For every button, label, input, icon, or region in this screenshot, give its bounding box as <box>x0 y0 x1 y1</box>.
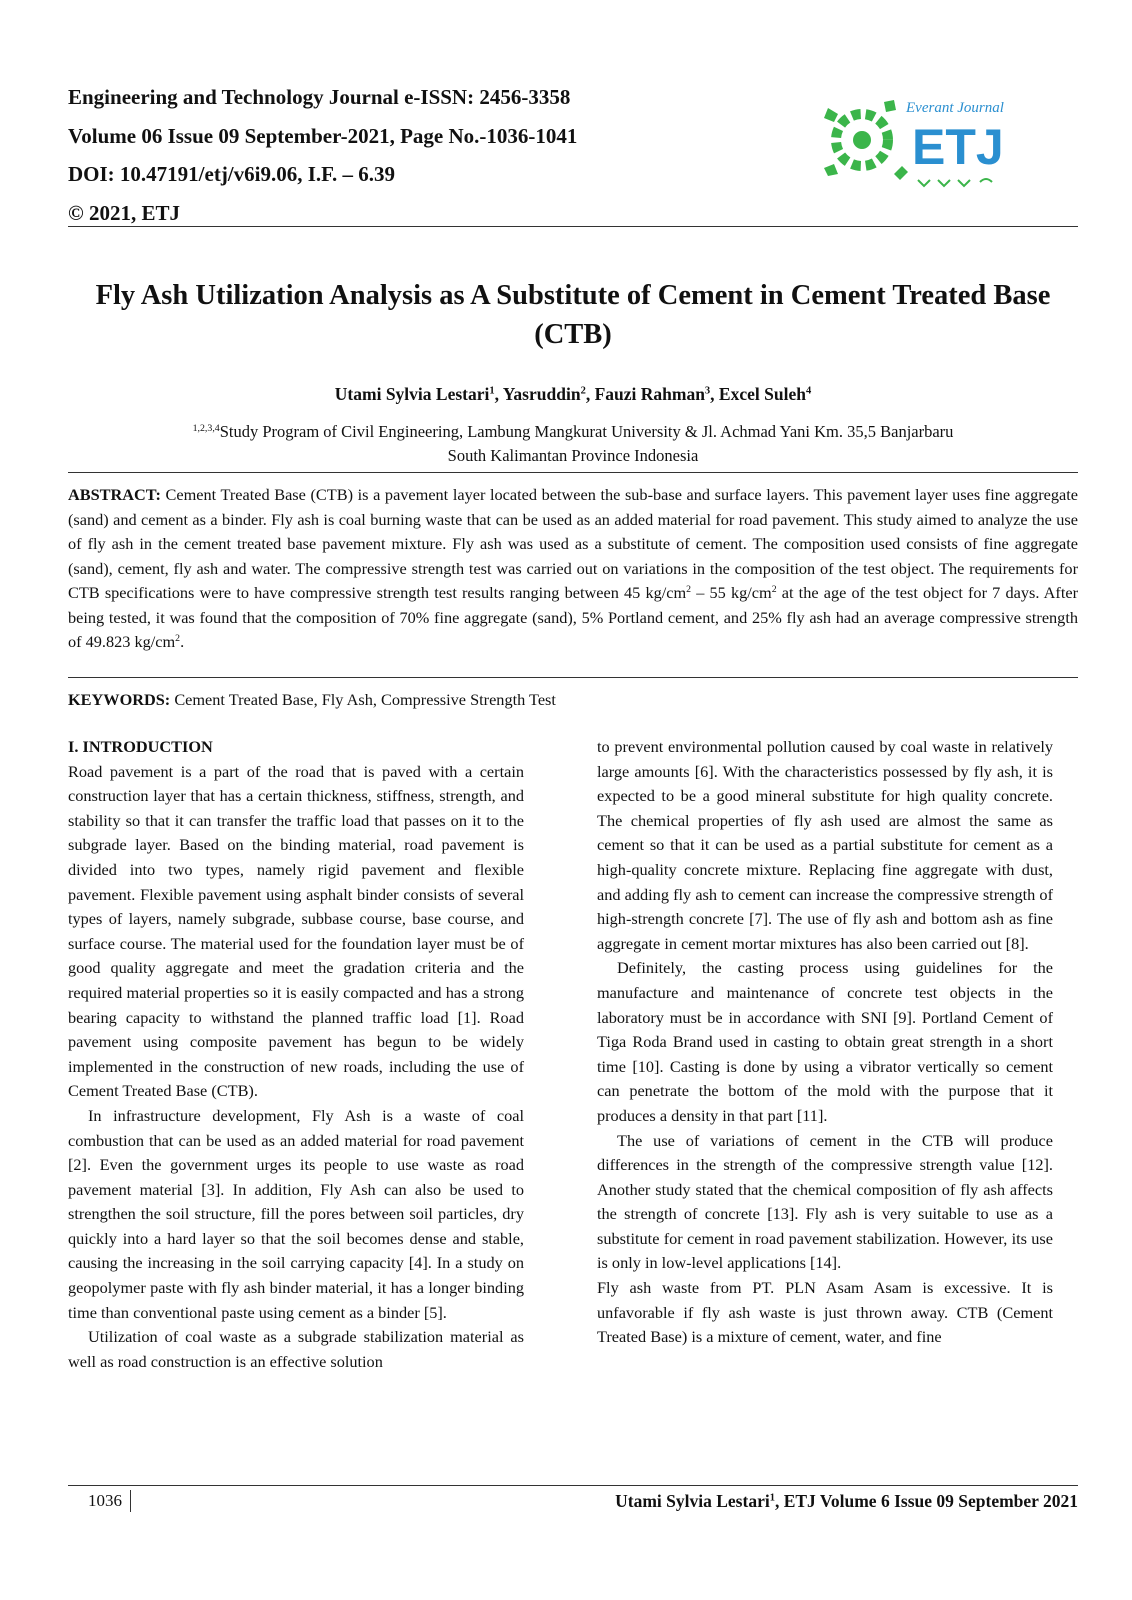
footer-rule <box>68 1485 1078 1486</box>
author-list: Utami Sylvia Lestari$^1$, Yasruddin$^2$, Fauzi Rahman$^3$, Excel Suleh$^4$ <box>334 384 812 404</box>
paragraph: Fly ash waste from PT. PLN Asam Asam is excessive. It is unfavorable if fly ash waste is just thrown away. CTB (Cement Treated Base) is a mixture of cement, water, and fine <box>597 1278 1053 1347</box>
paragraph: Utilization of coal waste as a subgrade stabilization material as well as road construction is an effective solution <box>68 1327 524 1371</box>
author-3: Fauzi Rahman <box>594 384 705 404</box>
page-number: 1036 <box>88 1490 131 1512</box>
journal-header <box>68 78 1078 227</box>
svg-text:ETJ: ETJ <box>912 119 1004 175</box>
copyright: © 2021, ETJ <box>68 200 180 225</box>
abstract-bottom-rule <box>68 677 1078 678</box>
abstract-top-rule <box>68 472 1078 473</box>
etj-logo <box>814 88 1022 198</box>
paragraph: Definitely, the casting process using guidelines for the manufacture and maintenance of concrete test objects in the laboratory must be in accordance with SNI [9]. Portland Cement of Tiga Roda Brand used in casting to obtain great strength in a short time [10]. Casting is done by using a vibrator vertically so cement can penetrate the bottom of the mold with the purpose that it produces a density in that part [11]. <box>597 958 1053 1125</box>
paragraph: In infrastructure development, Fly Ash is a waste of coal combustion that can be used as an added material for road pavement [2]. Even the government urges its people to use waste as road pavement material [3]. In addition, Fly Ash can also be used to strengthen the soil structure, fill the pores between soil particles, dry quickly into a hard layer so that the soil becomes dense and stable, causing the increasing in the soil carrying capacity [4]. In a study on geopolymer paste with fly ash binder material, it has a longer binding time than conventional paste using cement as a binder [5]. <box>68 1105 524 1322</box>
paragraph: Road pavement is a part of the road that is paved with a certain construction layer that has a certain thickness, stiffness, strength, and stability so that it can transfer the traffic load that passes on it to the subgrade layer. Based on the binding material, road pavement is divided into two types, namely rigid pavement and flexible pavement. Flexible pavement using asphalt binder consists of several types of layers, namely subgrade, subbase course, base course, and surface course. The material used for the foundation layer must be of good quality aggregate and meet the gradation criteria and the required material properties so it is easily compacted and has a strong bearing capacity to withstand the planned traffic load [1]. Road pavement using composite pavement has begun to be widely implemented in the construction of new roads, including the use of Cement Treated Base (CTB). <box>68 761 524 1101</box>
paragraph: to prevent environmental pollution caused by coal waste in relatively large amounts [6]. With the characteristics possessed by fly ash, it is expected to be a good mineral substitute for high quality concrete. The chemical properties of fly ash used are almost the same as cement so that it can be used as a partial substitute for cement as a high-quality concrete mixture. Replacing fine aggregate with dust, and adding fly ash to cement can increase the compressive strength of high-strength concrete [7]. The use of fly ash and bottom ash as fine aggregate in cement mortar mixtures has also been carried out [8]. <box>597 737 1053 953</box>
keywords-text: Cement Treated Base, Fly Ash, Compressive Strength Test <box>174 690 556 709</box>
svg-text:Everant Journal: Everant Journal <box>906 100 1004 116</box>
abstract: ABSTRACT: Cement Treated Base (CTB) is a pavement layer located between the sub-base and surface layers. This pavement layer uses fine aggregate (sand) and cement as a binder. Fly ash is coal burning waste that can be used as an added material for road pavement. This study aimed to analyze the use of fly ash in the cement treated base pavement mixture. Fly ash was used as a substitute of cement. The composition used consists of fine aggregate (sand), cement, fly ash and water. The compressive strength test was carried out on variations in the composition of the test object. The requirements for CTB specifications were to have compressive strength test results ranging between 45 $kg/cm^2 - 55$ $kg/cm^2$ at the age of the test object for 7 days. After being tested, it was found that the composition of 70% fine aggregate (sand), 5% Portland cement, and 25% fly ash had an average compressive strength of 49.823 $kg/cm^2$. <box>68 485 1079 651</box>
author-1: Utami Sylvia Lestari <box>334 384 490 404</box>
keywords <box>68 690 1078 710</box>
volume-info: Volume 06 Issue 09 September-2021, Page No.-1036-1041 <box>68 123 578 148</box>
left-column <box>68 735 524 1374</box>
keywords-label: KEYWORDS: <box>68 690 171 709</box>
paper-title: Fly Ash Utilization Analysis as A Substitute of Cement in Cement Treated Base (CTB) <box>95 280 1051 350</box>
running-footer: Utami Sylvia Lestari$^1$, ETJ Volume 6 Issue 09 September 2021 <box>615 1491 1078 1511</box>
paragraph: The use of variations of cement in the CTB will produce differences in the strength of the compressive strength value [12]. Another study stated that the chemical composition of fly ash affects the strength of concrete [13]. Fly ash is very suitable to use as a substitute for cement in road pavement stabilization. However, its use is only in low-level applications [14]. <box>597 1130 1053 1273</box>
abstract-label: ABSTRACT: <box>68 485 161 504</box>
doi-info: DOI: 10.47191/etj/v6i9.06, I.F. – 6.39 <box>68 162 396 186</box>
right-column <box>597 735 1053 1350</box>
author-4: Excel Suleh <box>718 384 806 404</box>
journal-name: Engineering and Technology Journal e-ISSN: 2456-3358 <box>68 85 571 109</box>
section-heading: I. INTRODUCTION <box>68 737 213 756</box>
affiliation: $^{1,2,3,4}$Study Program of Civil Engineering, Lambung Mangkurat University & Jl. Achmad Yani Km. 35,5 Banjarbaru South Kalimantan Province Indonesia <box>192 422 954 465</box>
author-2: Yasruddin <box>502 384 581 404</box>
